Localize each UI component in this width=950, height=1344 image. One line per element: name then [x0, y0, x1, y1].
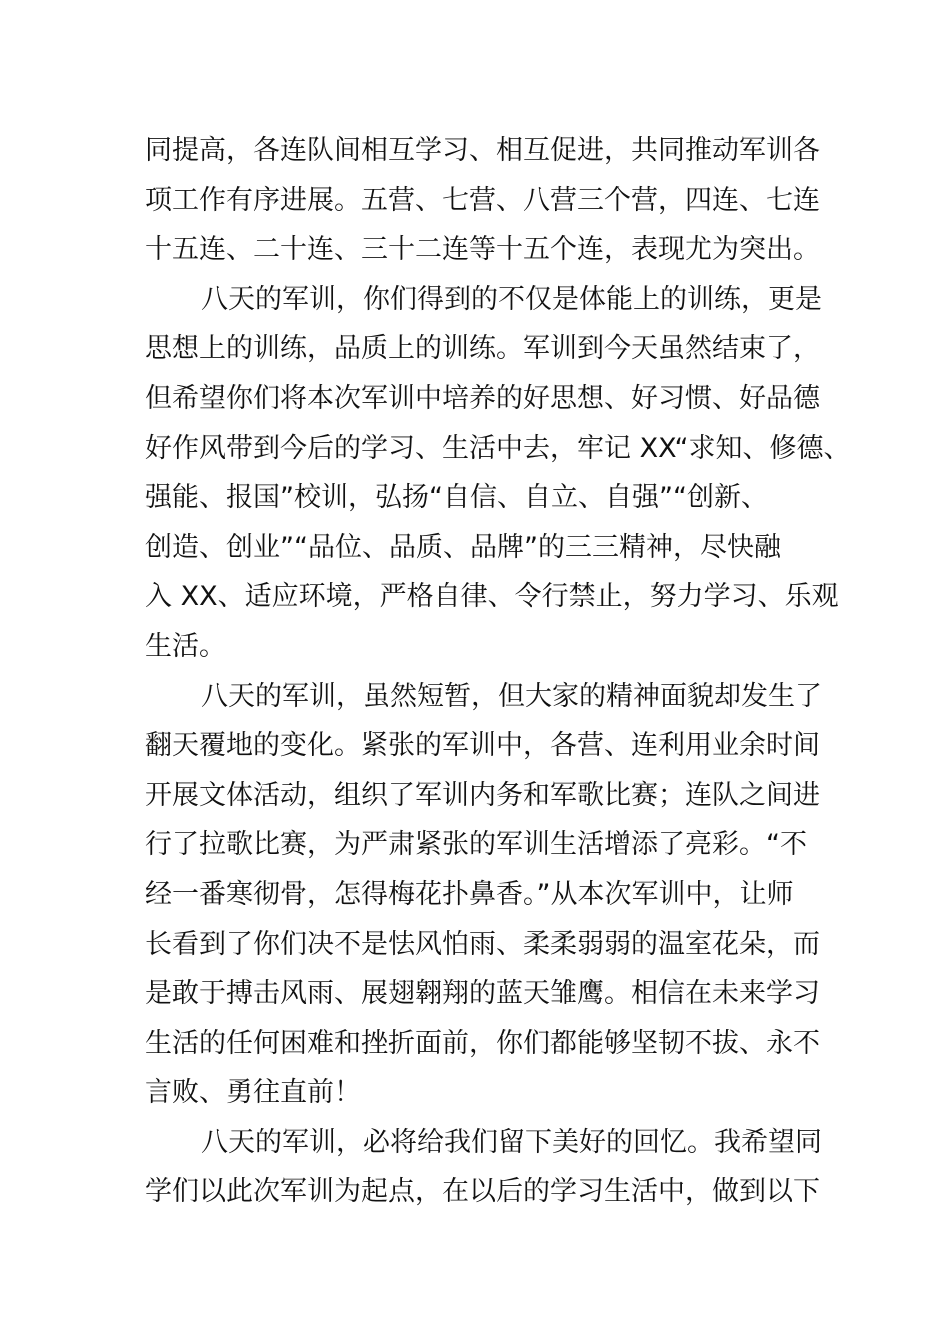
text-line: 入 XX、适应环境，严格自律、令行禁止，努力学习、乐观	[145, 581, 839, 613]
text-line: 开展文体活动，组织了军训内务和军歌比赛；连队之间进	[145, 779, 820, 811]
text-line: 项工作有序进展。五营、七营、八营三个营，四连、七连	[145, 184, 820, 216]
text-line: 翻天覆地的变化。紧张的军训中，各营、连利用业余时间	[145, 730, 820, 762]
text-line: 经一番寒彻骨，怎得梅花扑鼻香。”从本次军训中，让师	[145, 878, 794, 910]
text-line: 言败、勇往直前！	[145, 1077, 361, 1109]
text-line: 长看到了你们决不是怯风怕雨、柔柔弱弱的温室花朵，而	[145, 928, 820, 960]
text-line: 生活的任何困难和挫折面前，你们都能够坚韧不拔、永不	[145, 1027, 820, 1059]
paragraph-first-line: 八天的军训，你们得到的不仅是体能上的训练，更是	[201, 283, 822, 315]
text-line: 生活。	[145, 630, 226, 662]
text-line: 同提高，各连队间相互学习、相互促进，共同推动军训各	[145, 135, 820, 166]
text-line: 但希望你们将本次军训中培养的好思想、好习惯、好品德	[145, 382, 820, 414]
paragraph-first-line: 八天的军训，必将给我们留下美好的回忆。我希望同	[201, 1126, 822, 1158]
text-line: 好作风带到今后的学习、生活中去，牢记 XX“求知、修德、	[145, 432, 851, 464]
text-line: 学们以此次军训为起点，在以后的学习生活中，做到以下	[145, 1176, 820, 1208]
text-line: 强能、报国”校训，弘扬“自信、自立、自强”“创新、	[145, 482, 768, 514]
text-line: 十五连、二十连、三十二连等十五个连，表现尤为突出。	[145, 234, 820, 266]
text-line: 行了拉歌比赛，为严肃紧张的军训生活增添了亮彩。“不	[145, 829, 807, 861]
text-line: 思想上的训练，品质上的训练。军训到今天虽然结束了，	[145, 333, 820, 365]
body-text	[145, 126, 851, 1217]
paragraph-first-line: 八天的军训，虽然短暂，但大家的精神面貌却发生了	[201, 680, 822, 712]
text-line: 创造、创业”“品位、品质、品牌”的三三精神，尽快融	[145, 531, 781, 563]
text-line: 是敢于搏击风雨、展翅翱翔的蓝天雏鹰。相信在未来学习	[145, 978, 820, 1010]
